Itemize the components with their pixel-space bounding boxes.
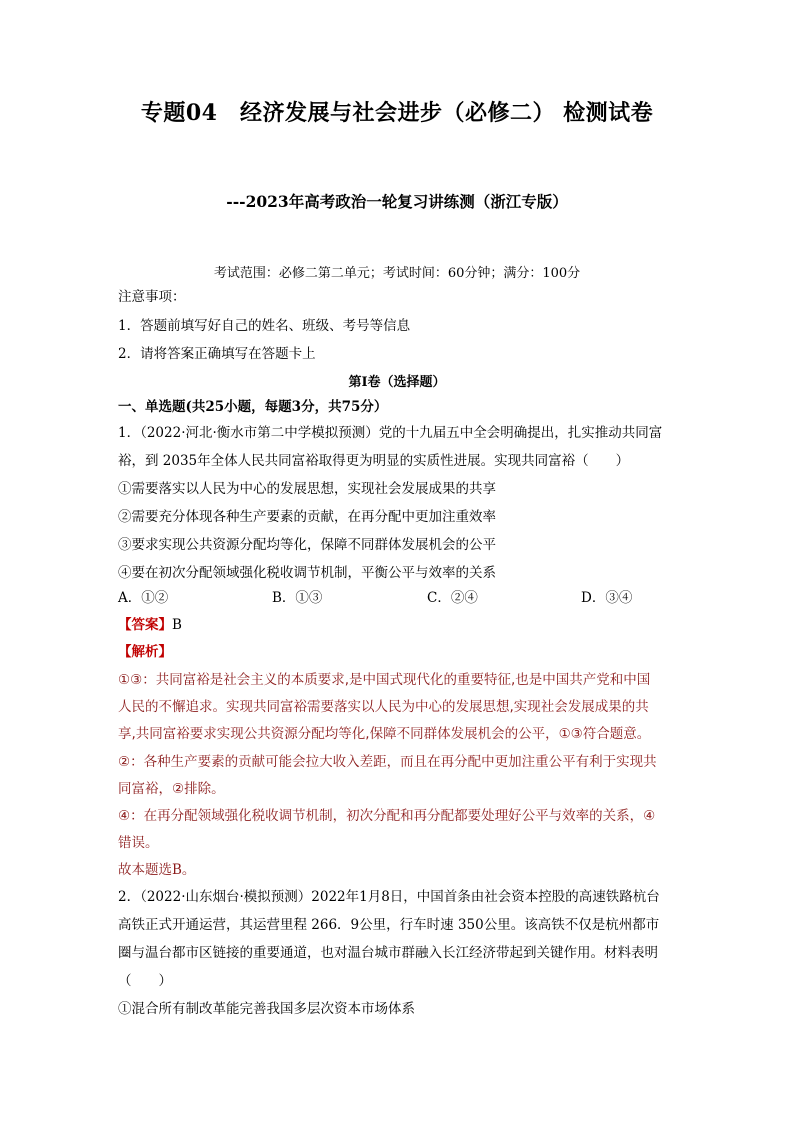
notice-heading: 注意事项： xyxy=(118,289,186,305)
volume-heading: 第I卷（选择题） xyxy=(348,375,446,390)
q1-conclusion: 故本题选B。 xyxy=(118,862,196,878)
q1-option-d: D．③④ xyxy=(581,590,633,606)
q1-statement-1: ①需要落实以人民为中心的发展思想，实现社会发展成果的共享 xyxy=(118,481,496,497)
q1-analysis-line-4: ②：各种生产要素的贡献可能会拉大收入差距，而且在再分配中更加注重公平有利于实现共 xyxy=(118,754,657,770)
answer-tag: 【答案】 xyxy=(118,617,172,633)
q2-stem-line-2: 高铁正式开通运营，其运营里程 266．9公里，行车时速 350公里。该高铁不仅是杭州都市 xyxy=(118,917,660,933)
q1-analysis-line-3: 享,共同富裕要求实现公共资源分配均等化,保障不同群体发展机会的公平，①③符合题意。 xyxy=(118,726,651,742)
document-subtitle: ---2023年高考政治一轮复习讲练测（浙江专版） xyxy=(226,192,568,211)
notice-item-2: 2．请将答案正确填写在答题卡上 xyxy=(118,346,316,362)
q1-statement-3: ③要求实现公共资源分配均等化，保障不同群体发展机会的公平 xyxy=(118,537,496,553)
notice-item-1: 1．答题前填写好自己的姓名、班级、考号等信息 xyxy=(118,318,411,334)
q2-statement-1: ①混合所有制改革能完善我国多层次资本市场体系 xyxy=(118,1001,415,1017)
q1-analysis-line-1: ①③：共同富裕是社会主义的本质要求,是中国式现代化的重要特征,也是中国共产党和中国 xyxy=(118,672,651,688)
q2-stem-line-1: 2．（2022·山东烟台·模拟预测）2022年1月8日，中国首条由社会资本控股的高速铁路杭台 xyxy=(118,889,660,905)
q1-stem-line-1: 1．（2022·河北·衡水市第二中学模拟预测）党的十九届五中全会明确提出，扎实推动共同富 xyxy=(118,425,663,441)
answer-value: B xyxy=(172,617,182,633)
q2-stem-line-3: 圈与温台都市区链接的重要通道，也对温台城市群融入长江经济带起到关键作用。材料表明 xyxy=(118,945,658,961)
q1-option-a: A．①② xyxy=(118,590,169,606)
q1-statement-4: ④要在初次分配领域强化税收调节机制，平衡公平与效率的关系 xyxy=(118,565,496,581)
exam-info: 考试范围：必修二第二单元；考试时间：60分钟；满分：100分 xyxy=(213,266,581,281)
q1-analysis-line-5: 同富裕，②排除。 xyxy=(118,781,225,797)
q1-option-c: C．②④ xyxy=(427,590,478,606)
q1-analysis-line-2: 人民的不懈追求。实现共同富裕需要落实以人民为中心的发展思想,实现社会发展成果的共 xyxy=(118,699,649,715)
section-heading: 一、单选题(共25小题，每题3分，共75分） xyxy=(118,399,388,415)
analysis-tag: 【解析】 xyxy=(118,644,172,660)
q1-analysis-line-6: ④：在再分配领域强化税收调节机制，初次分配和再分配都要处理好公平与效率的关系，④ xyxy=(118,808,656,824)
q2-stem-line-4: （ ） xyxy=(118,973,172,989)
q1-answer xyxy=(118,615,182,635)
q1-analysis-line-7: 错误。 xyxy=(118,835,159,851)
q1-stem-line-2: 裕，到 2035年全体人民共同富裕取得更为明显的实质性进展。实现共同富裕（ ） xyxy=(118,453,630,469)
q1-option-b: B．①③ xyxy=(272,590,323,606)
document-title: 专题04 经济发展与社会进步（必修二） 检测试卷 xyxy=(140,100,654,126)
q1-statement-2: ②需要充分体现各种生产要素的贡献，在再分配中更加注重效率 xyxy=(118,509,496,525)
